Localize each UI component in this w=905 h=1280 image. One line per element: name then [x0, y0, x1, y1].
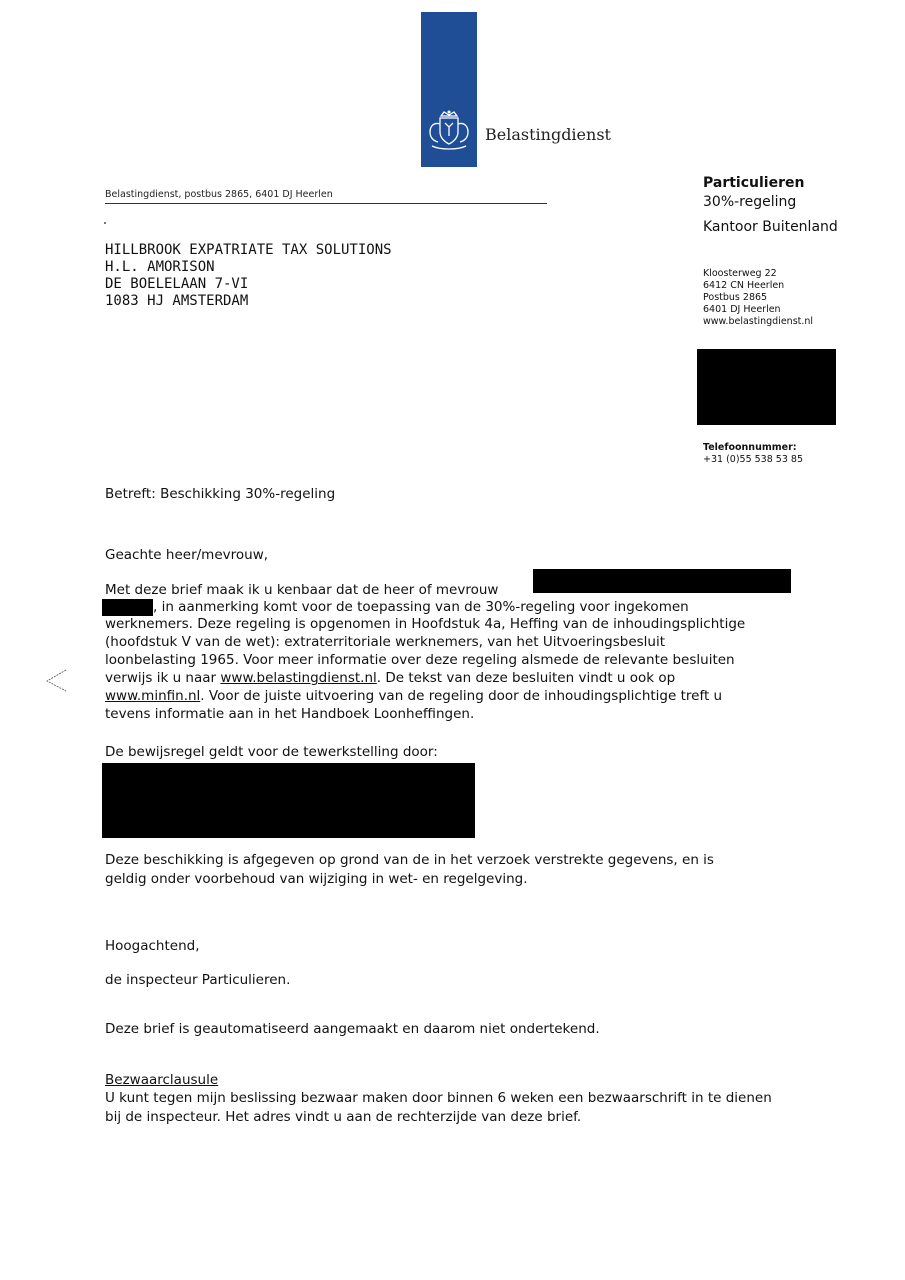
department-title: Particulieren: [703, 175, 805, 191]
recipient-line: 1083 HJ AMSTERDAM: [105, 293, 249, 309]
automation-note: Deze brief is geautomatiseerd aangemaakt en daarom niet ondertekend.: [105, 1021, 600, 1037]
phone-number: +31 (0)55 538 53 85: [703, 454, 803, 465]
fold-mark: [104, 222, 106, 224]
belastingdienst-link[interactable]: www.belastingdienst.nl: [220, 670, 377, 686]
department-office: Kantoor Buitenland: [703, 219, 838, 235]
sender-address-line: 6412 CN Heerlen: [703, 280, 785, 291]
signatory: de inspecteur Particulieren.: [105, 972, 291, 988]
recipient-line: DE BOELELAAN 7-VI: [105, 276, 249, 292]
minfin-link[interactable]: www.minfin.nl: [105, 688, 201, 704]
body-line: [105, 669, 675, 687]
body-line: tevens informatie aan in het Handboek Loonheffingen.: [105, 706, 475, 722]
body-line: [105, 687, 722, 705]
body-line: geldig onder voorbehoud van wijziging in wet- en regelgeving.: [105, 871, 528, 887]
coat-of-arms-icon: [424, 108, 474, 158]
phone-label: Telefoonnummer:: [703, 442, 797, 453]
logo-wordmark: Belastingdienst: [485, 125, 611, 144]
closing: Hoogachtend,: [105, 938, 200, 954]
recipient-address: [105, 242, 392, 310]
body-line: , in aanmerking komt voor de toepassing van de 30%-regeling voor ingekomen: [153, 599, 689, 615]
sender-website: www.belastingdienst.nl: [703, 316, 814, 327]
sender-address-line: 6401 DJ Heerlen: [703, 304, 781, 315]
sender-address-line: Kloosterweg 22: [703, 268, 777, 279]
sender-address: [703, 268, 813, 328]
return-address: Belastingdienst, postbus 2865, 6401 DJ Heerlen: [105, 189, 547, 204]
body-line: loonbelasting 1965. Voor meer informatie over deze regeling alsmede de relevante besluiten: [105, 652, 735, 668]
objection-text: U kunt tegen mijn beslissing bezwaar maken door binnen 6 weken een bezwaarschrift in te dienen: [105, 1090, 772, 1106]
margin-pencil-mark-icon: [44, 668, 70, 694]
body-line: De bewijsregel geldt voor de tewerkstelling door:: [105, 744, 438, 760]
body-line: Met deze brief maak ik u kenbaar dat de heer of mevrouw: [105, 582, 499, 598]
salutation: Geachte heer/mevrouw,: [105, 547, 269, 563]
redacted-block: [697, 349, 836, 425]
body-line: werknemers. Deze regeling is opgenomen in Hoofdstuk 4a, Heffing van de inhoudingsplichtige: [105, 616, 746, 632]
redacted-name-tail: [102, 599, 153, 616]
body-text: . Voor de juiste uitvoering van de regeling door de inhoudingsplichtige treft u: [200, 688, 723, 704]
objection-heading: Bezwaarclausule: [105, 1072, 219, 1088]
sender-address-line: Postbus 2865: [703, 292, 768, 303]
recipient-line: H.L. AMORISON: [105, 259, 215, 275]
redacted-name: [533, 569, 791, 593]
body-text: . De tekst van deze besluiten vindt u ook op: [376, 670, 676, 686]
department-regulation: 30%-regeling: [703, 194, 797, 210]
objection-text: bij de inspecteur. Het adres vindt u aan de rechterzijde van deze brief.: [105, 1109, 582, 1125]
body-text: verwijs ik u naar: [105, 670, 221, 686]
recipient-line: HILLBROOK EXPATRIATE TAX SOLUTIONS: [105, 242, 392, 258]
subject-line: Betreft: Beschikking 30%-regeling: [105, 486, 336, 502]
body-line: (hoofdstuk V van de wet): extraterritoriale werknemers, van het Uitvoeringsbesluit: [105, 634, 666, 650]
government-logo: [421, 12, 477, 167]
body-line: Deze beschikking is afgegeven op grond van de in het verzoek verstrekte gegevens, en is: [105, 852, 714, 868]
redacted-employer: [102, 763, 475, 838]
